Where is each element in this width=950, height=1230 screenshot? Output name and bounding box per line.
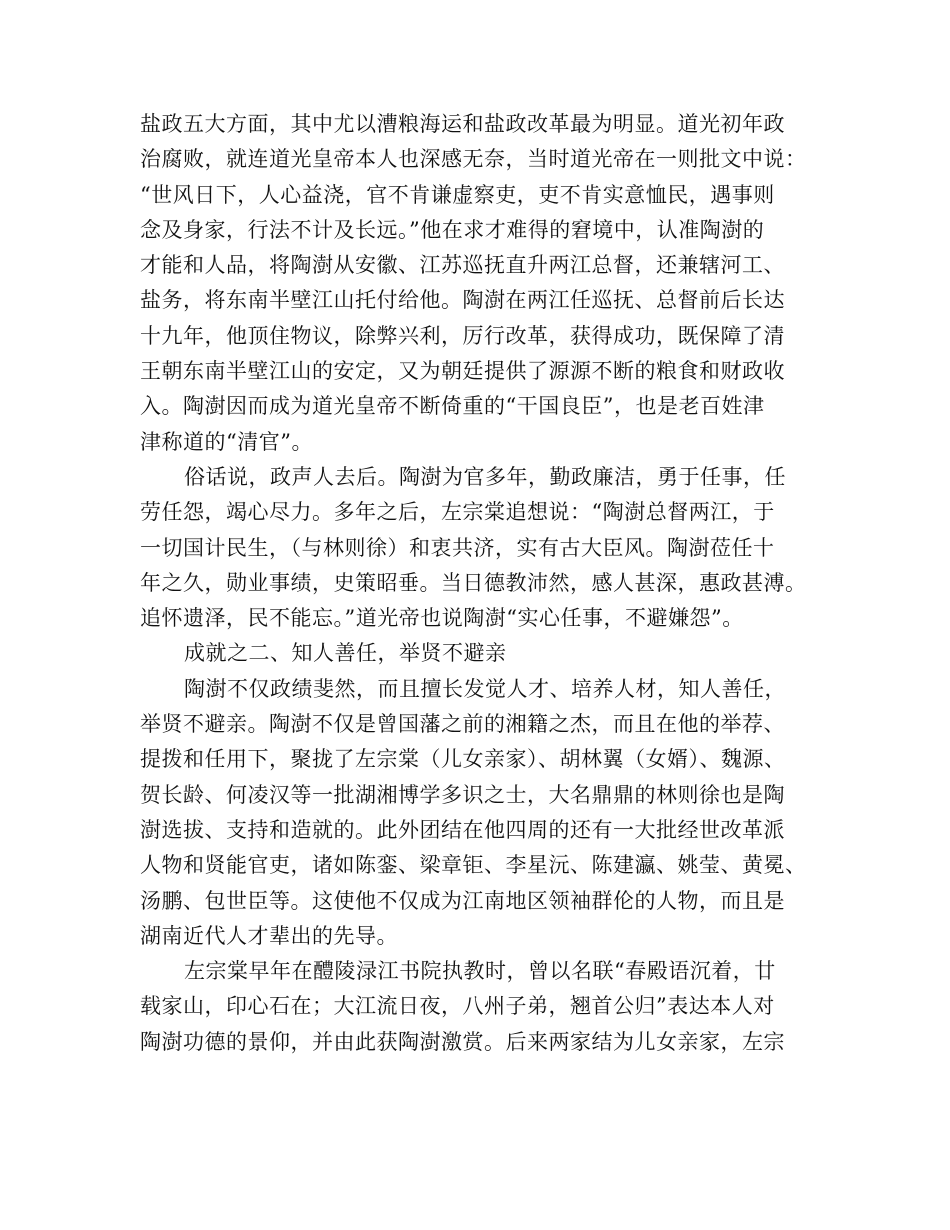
text-line: 年之久，勋业事绩，史策昭垂。当日德教沛然，感人甚深，惠政甚溥。	[140, 570, 807, 595]
text-line: 追怀遗泽，民不能忘。”道光帝也说陶澍“实心任事，不避嫌怨”。	[140, 606, 744, 631]
text-line: 治腐败，就连道光皇帝本人也深感无奈，当时道光帝在一则批文中说：	[140, 147, 807, 172]
text-line: 盐政五大方面，其中尤以漕粮海运和盐政改革最为明显。道光初年政	[140, 112, 785, 136]
text-line: 左宗棠早年在醴陵渌江书院执教时，曾以名联“春殿语沉着，廿	[184, 959, 776, 984]
text-line: 王朝东南半壁江山的安定，又为朝廷提供了源源不断的粮食和财政收	[140, 359, 785, 384]
text-line: 劳任怨，竭心尽力。多年之后，左宗棠追想说：“陶澍总督两江，于	[140, 500, 775, 525]
section-heading	[140, 636, 820, 671]
text-line: 一切国计民生，（与林则徐）和衷共济，实有古大臣风。陶澍莅任十	[140, 535, 775, 560]
text-line: 提拨和任用下，聚拢了左宗棠（儿女亲家）、胡林翼（女婿）、魏源、	[140, 747, 786, 772]
text-line: 湖南近代人才辈出的先导。	[140, 923, 398, 948]
document-body	[140, 107, 820, 1060]
text-line: 入。陶澍因而成为道光皇帝不断倚重的“干国良臣”，也是老百姓津	[140, 394, 765, 419]
text-line: 津称道的“清官”。	[140, 429, 313, 454]
text-line: 才能和人品，将陶澍从安徽、江苏巡抚直升两江总督，还兼辖河工、	[140, 253, 785, 278]
text-line: 人物和贤能官吏，诸如陈銮、梁章钜、李星沅、陈建瀛、姚莹、黄冕、	[140, 853, 807, 878]
heading-line: 成就之二、知人善任，举贤不避亲	[184, 641, 507, 666]
text-line: 俗话说，政声人去后。陶澍为官多年，勤政廉洁，勇于任事，任	[184, 464, 786, 489]
paragraph-5	[140, 954, 820, 1060]
paragraph-4	[140, 672, 820, 954]
text-line: 陶澍功德的景仰，并由此获陶澍激赏。后来两家结为儿女亲家，左宗	[140, 1029, 785, 1054]
text-line: 汤鹏、包世臣等。这使他不仅成为江南地区领袖群伦的人物，而且是	[140, 888, 785, 913]
text-line: 十九年，他顶住物议，除弊兴利，厉行改革，获得成功，既保障了清	[140, 323, 785, 348]
paragraph-2	[140, 460, 820, 636]
text-line: 盐务，将东南半壁江山托付给他。陶澍在两江任巡抚、总督前后长达	[140, 288, 785, 313]
text-line: 贺长龄、何凌汉等一批湖湘博学多识之士，大名鼎鼎的林则徐也是陶	[140, 782, 785, 807]
text-line: “世风日下，人心益浇，官不肯谦虚察吏，吏不肯实意恤民，遇事则	[140, 182, 775, 207]
text-line: 念及身家，行法不计及长远。”他在求才难得的窘境中，认准陶澍的	[140, 217, 765, 242]
text-line: 陶澍不仅政绩斐然，而且擅长发觉人才、培养人材，知人善任，	[184, 676, 786, 701]
paragraph-1	[140, 107, 820, 460]
text-line: 举贤不避亲。陶澍不仅是曾国藩之前的湘籍之杰，而且在他的举荐、	[140, 712, 785, 737]
text-line: 澍选拔、支持和造就的。此外团结在他四周的还有一大批经世改革派	[140, 817, 785, 842]
text-line: 载家山，印心石在；大江流日夜，八州子弟，翘首公归”表达本人对	[140, 994, 775, 1019]
